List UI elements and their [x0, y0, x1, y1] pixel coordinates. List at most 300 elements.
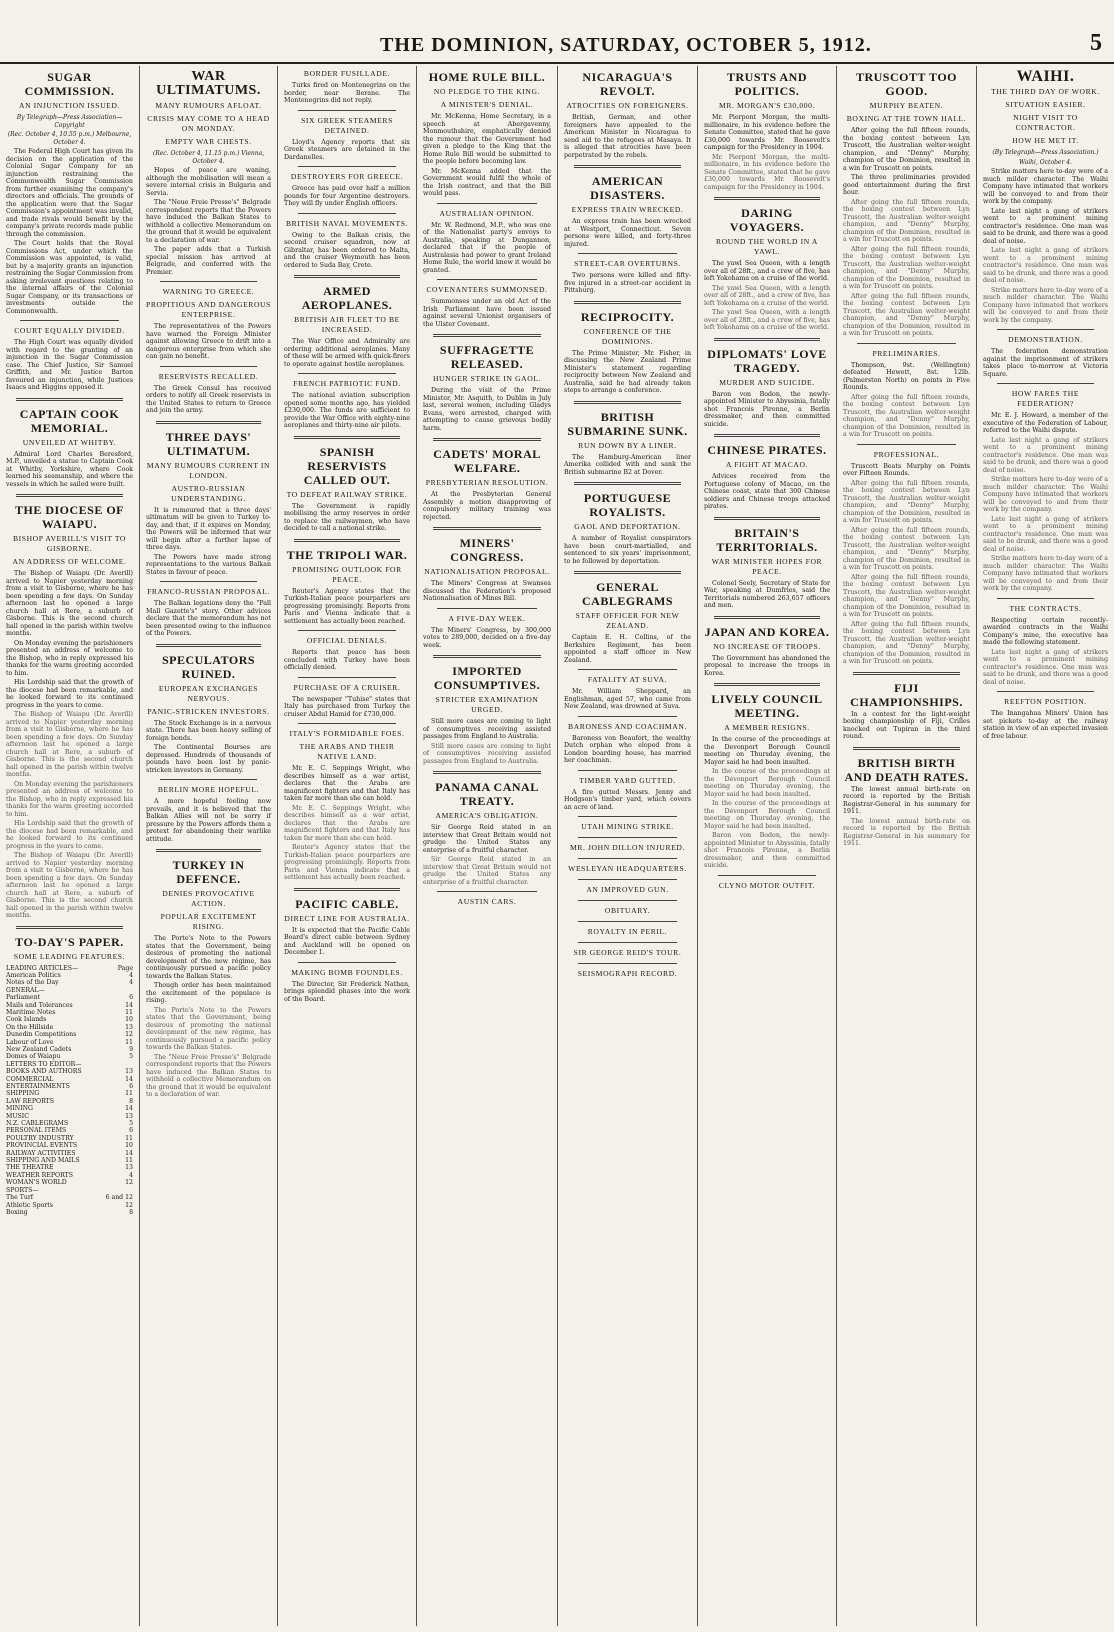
contents-item: On the Hillside — [6, 1023, 54, 1031]
three-days-sub: MANY RUMOURS CURRENT IN LONDON. — [146, 460, 271, 480]
cadets-paragraph: At the Presbyterian General Assembly a motion disapproving of compulsory military training was rejected. — [423, 491, 551, 521]
birth-rates-heading: BRITISH BIRTH AND DEATH RATES. — [844, 755, 969, 784]
chinese-pirates-paragraph: Advices received from the Portuguese colony of Macao, on the Chinese coast, state that 300 Chinese soldiers and Chinese troops attacked pirates. — [704, 473, 830, 510]
sugar-credit: By Telegraph—Press Association—Copyright — [16, 114, 123, 129]
warning-greece-paragraph: The representatives of the Powers have warned the Foreign Minister against allowing Greece to drift into a dangerous enterprise from which she can gain no benefit. — [146, 323, 271, 360]
american-disasters-heading: AMERICAN DISASTERS. — [590, 174, 665, 202]
contents-page: 6 — [129, 1127, 133, 1135]
covenanters-heading: COVENANTERS SUMMONSED. — [426, 285, 548, 294]
contents-row — [6, 1113, 133, 1120]
contents-row — [6, 987, 133, 994]
contents-item: MUSIC — [6, 1112, 29, 1120]
formidable-foes-sub: THE ARABS AND THEIR NATIVE LAND. — [299, 742, 395, 761]
consumptives-paragraph-cont: Still more cases are coming to light of consumptives receiving assisted passages from England to Australia. — [423, 742, 551, 765]
column-4 — [417, 66, 558, 1626]
home-rule-paragraph-1: Mr. McKenna, Home Secretary, in a speech at Abergavenny, Monmouthshire, emphatically denied the rumour that the Government had given a pledge to the King that the Home Rule Bill would be submitted to the people before becoming law. — [423, 113, 551, 165]
nicaragua-heading: NICARAGUA'S REVOLT. — [582, 70, 673, 98]
official-denials-paragraph: Reports that peace has been concluded with Turkey have been officially denied. — [284, 649, 410, 671]
todays-paper-heading: TO-DAY'S PAPER. — [15, 934, 124, 949]
speculators-sub: EUROPEAN EXCHANGES NERVOUS. — [158, 683, 259, 703]
chinese-pirates-sub: A FIGHT AT MACAO. — [725, 460, 809, 469]
contents-list — [6, 965, 133, 1217]
truscott-heading: TRUSCOTT TOO GOOD. — [855, 70, 958, 98]
contents-row — [6, 1120, 133, 1127]
consumptives-paragraph: Still more cases are coming to light of consumptives receiving assisted passages from England to Australia. — [423, 718, 551, 740]
warning-greece-sub: PROPITIOUS AND DANGEROUS ENTERPRISE. — [146, 300, 271, 319]
turkey-defence-paragraph-2: Though order has been maintained the excitement of the populace is rising. — [146, 982, 271, 1004]
contents-row — [6, 1002, 133, 1009]
destroyers-paragraph: Greece has paid over half a million pounds for four Argentine destroyers. They will fly under English officers. — [284, 185, 410, 207]
street-car-paragraph: Two persons were killed and fifty-five injured in a street-car accident in Pittsburg. — [564, 272, 691, 294]
war-ultimatums-dateline: (Rec. October 4, 11.15 p.m.) Vienna, October 4. — [152, 150, 265, 165]
contents-page: 6 — [129, 994, 133, 1002]
speculators-sub-2: PANIC-STRICKEN INVESTORS. — [147, 706, 270, 716]
suffragette-sub: HUNGER STRIKE IN GAOL. — [432, 374, 542, 383]
waiapu-paragraph-1-cont2: The Bishop of Waiapu (Dr. Averill) arrived to Napier yesterday morning from a visit to Gisborne, where he has been spending a few days. On Sunday afternoon last he opened a large church hall at Rere, a suburb of Gisborne. This is the second church hall opened in the parish within twelve months. — [6, 852, 133, 919]
contents-item: MINING — [6, 1105, 33, 1113]
contents-row — [6, 1046, 133, 1053]
three-days-paragraph-2: The Powers have made strong representations to the various Balkan States in favour of peace. — [146, 553, 271, 576]
submarine-sub: RUN DOWN BY A LINER. — [578, 440, 677, 450]
sugar-dateline: (Rec. October 4, 10.55 p.m.) Melbourne, October 4. — [7, 131, 132, 146]
warning-greece-heading: WARNING TO GREECE. — [162, 287, 255, 296]
contents-page: 10 — [125, 1016, 133, 1024]
official-denials-heading: OFFICIAL DENIALS. — [306, 636, 388, 645]
baroness-paragraph: Baroness von Beaufort, the wealthy Dutch orphan who eloped from a London boarding house, has married her coachman. — [564, 734, 691, 764]
armed-aeroplanes-paragraph: The War Office and Admiralty are ordering additional aeroplanes. Many of these will be armed with quick-firers to operate against hostile aeroplanes. — [284, 338, 410, 368]
war-ultimatums-paragraph-1: Hopes of peace are waning, although the mobilisation will mean a severe internal crisis in Bulgaria and Servia. — [146, 167, 271, 197]
contents-item: Dunedin Competitions — [6, 1031, 77, 1039]
contents-page: 12 — [125, 1179, 133, 1187]
reciprocity-heading: RECIPROCITY. — [580, 309, 675, 324]
diplomats-sub: MURDER AND SUICIDE. — [719, 377, 815, 387]
waihi-sub-3: NIGHT VISIT TO CONTRACTOR. — [1013, 113, 1078, 132]
pacific-cable-heading: PACIFIC CABLE. — [295, 896, 399, 911]
contents-item: Boxing — [6, 1208, 28, 1216]
contents-page: 4 — [129, 979, 133, 987]
waihi-sub-2: SITUATION EASIER. — [1005, 100, 1086, 109]
turkey-defence-sub: DENIES PROVOCATIVE ACTION. — [162, 889, 255, 908]
waiapu-paragraph-2: On Monday evening the parishioners presented an address of welcome to the Bishop, who in reply expressed his thanks for the warm greeting accorded to him. — [6, 639, 133, 677]
waihi-paragraph-cont2: Strike matters here to-day were of a much milder character. The Waihi Company have intimated that workers will be conveyed to and from their work by the company. — [983, 286, 1108, 324]
bomb-heading: MAKING BOMB FOUNDLES. — [291, 967, 403, 977]
reservists-heading: RESERVISTS RECALLED. — [158, 371, 259, 381]
contents-row — [6, 1031, 133, 1038]
pacific-cable-paragraph: It is expected that the Pacific Cable Board's direct cable between Sydney and Auckland will be opened on December 1. — [284, 926, 410, 956]
war-ultimatums-sub-1: MANY RUMOURS AFLOAT. — [155, 101, 262, 110]
contents-page: 14 — [125, 1001, 133, 1009]
contents-item: LEADING ARTICLES— — [6, 964, 79, 972]
panama-paragraph-cont: Sir George Reid stated in an interview that Great Britain would not grudge the United States any enterprise of a fruitful character. — [423, 856, 551, 886]
contents-item: WEATHER REPORTS — [6, 1171, 73, 1179]
federation-paragraph-cont2: Strike matters here to-day were of a much milder character. The Waihi Company have intimated that workers will be conveyed to and from their work by the company. — [983, 476, 1108, 513]
contents-item: Notes of the Day — [6, 979, 59, 987]
professional-paragraph-cont2: After going the full fifteen rounds, the boxing contest between Lyn Truscott, the Australian welter-weight champion, and "Denny" Murphy, champion of the Dominion, resulted in a win for Truscott on points. — [843, 526, 970, 571]
contents-row — [6, 1039, 133, 1046]
spanish-reservists-sub: TO DEFEAT RAILWAY STRIKE. — [286, 489, 408, 499]
contents-page: 11 — [125, 1134, 133, 1142]
contents-item: LETTERS TO EDITOR— — [6, 1060, 82, 1068]
waiapu-subheading-2: AN ADDRESS OF WELCOME. — [12, 557, 127, 566]
miners-congress-paragraph: The Miners' Congress at Swansea discussed the Federation's proposed Nationalisation of Mines Bill. — [423, 580, 551, 602]
voyagers-heading: DARING VOYAGERS. — [729, 206, 805, 234]
professional-heading: PROFESSIONAL. — [873, 449, 940, 459]
contents-row — [6, 1209, 133, 1216]
contents-item: Athletic Sports — [6, 1201, 53, 1209]
contents-row — [6, 1127, 133, 1134]
war-ultimatums-sub-2: CRISIS MAY COME TO A HEAD ON MONDAY. — [147, 114, 270, 133]
formidable-foes-heading: ITALY'S FORMIDABLE FOES. — [289, 729, 405, 738]
contents-item: GENERAL— — [6, 986, 45, 994]
sugar-subheading: AN INJUNCTION ISSUED. — [19, 101, 120, 110]
waihi-paragraph-2: Late last night a gang of strikers went to a prominent mining contractor's residence. One man was said to be drunk, and there was a good deal of noise. — [983, 207, 1108, 245]
panama-sub: AMERICA'S OBLIGATION. — [435, 811, 539, 820]
turkey-defence-paragraph-cont2: The "Neue Freie Presse's" Belgrade correspondent reports that the Powers have induced the Balkan States to withhold a collective Memorandum on the ground that it would be equivalent to a declaration of war. — [146, 1053, 271, 1098]
contents-row — [6, 994, 133, 1001]
timber-yard-paragraph: A fire gutted Messrs. Jenny and Hodgson's timber yard, which covers an acre of land. — [564, 788, 691, 811]
turkey-defence-sub-2: POPULAR EXCITEMENT RISING. — [160, 912, 257, 931]
contents-item: POULTRY INDUSTRY — [6, 1134, 74, 1142]
reciprocity-paragraph: The Prime Minister, Mr. Fisher, in discussing the New Zealand Prime Minister's statement regarding reciprocity between New Zealand and Australia, said he had already taken steps to arrange a conference. — [564, 349, 691, 394]
turkey-defence-paragraph-cont: The Porte's Note to the Powers states that the Government, being desirous of promoting the national development of the new régime, has continuously pursued a pacific policy towards the Balkan States. — [146, 1006, 271, 1051]
birth-rates-paragraph: The lowest annual birth-rate on record is reported by the British Registrar-General in his summary for 1911. — [843, 785, 970, 815]
reid-tour-heading: SIR GEORGE REID'S TOUR. — [573, 948, 682, 957]
franco-russian-heading: FRANCO-RUSSIAN PROPOSAL. — [147, 587, 270, 596]
contents-item: Mails and Tolerances — [6, 1001, 73, 1009]
wesleyan-heading: WESLEYAN HEADQUARTERS. — [568, 864, 687, 873]
contents-item: LAW REPORTS — [6, 1097, 54, 1105]
professional-paragraph-cont4: After going the full fifteen rounds, the boxing contest between Lyn Truscott, the Australian welter-weight champion, and "Denny" Murphy, champion of the Dominion, resulted in a win for Truscott on points. — [843, 620, 970, 665]
berlin-heading: BERLIN MORE HOPEFUL. — [157, 785, 260, 794]
five-day-week-paragraph: The Miners' Congress, by 300,000 votes to 289,000, decided on a five-day week. — [423, 626, 551, 649]
council-meeting-paragraph-cont: In the course of the proceedings at the Devonport Borough Council meeting on Thursday evening, the Mayor said he had been insulted. — [704, 768, 830, 798]
contents-row — [6, 1172, 133, 1179]
contents-item: RAILWAY ACTIVITIES — [6, 1149, 76, 1157]
waihi-sub-4: HOW HE MET IT. — [1012, 136, 1079, 145]
reefton-heading: REEFTON POSITION. — [1004, 697, 1087, 706]
preliminaries-paragraph: Thompson, 9st. (Wellington) defeated Hewett, 8st. 12lb. (Palmerston North) on points in Five Rounds. — [843, 361, 970, 391]
improved-gun-heading: AN IMPROVED GUN. — [586, 885, 669, 894]
contents-row — [6, 1179, 133, 1186]
french-fund-paragraph: The national aviation subscription opened some months ago, has yielded £230,000. The funds are sufficient to provide the War Office with eighty-nine aeroplanes and thirty-nine air pilots. — [284, 392, 410, 429]
speculators-paragraph-1: The Stock Exchange is in a nervous state. There has been heavy selling of foreign bonds. — [146, 719, 271, 742]
demonstration-paragraph: The federation demonstration against the imprisonment of strikers takes place to-morrow at Victoria Square. — [983, 348, 1108, 378]
contents-page: Page — [117, 964, 133, 972]
nicaragua-paragraph: British, German, and other foreigners have appealed to the American Minister in Nicaragua to send aid to the refugees at Masaya. It is alleged that atrocities have been perpetrated by the rebels. — [564, 114, 691, 159]
council-meeting-paragraph-cont2: In the course of the proceedings at the Devonport Borough Council meeting on Thursday evening, the Mayor said he had been insulted. — [704, 800, 830, 830]
speculators-paragraph-2: The Continental Bourses are depressed. Hundreds of thousands of pounds have been lost by panic-stricken investors in Germany. — [146, 744, 271, 774]
staff-officer-heading: STAFF OFFICER FOR NEW ZEALAND. — [575, 611, 680, 630]
contents-item: BOOKS AND AUTHORS — [6, 1068, 82, 1076]
australian-opinion-heading: AUSTRALIAN OPINION. — [439, 208, 535, 218]
reciprocity-sub: CONFERENCE OF THE DOMINIONS. — [583, 326, 672, 346]
contents-row — [6, 1024, 133, 1031]
contents-row — [6, 1098, 133, 1105]
federation-paragraph-cont: Late last night a gang of strikers went to a prominent mining contractor's residence. One man was said to be drunk, and there was a good deal of noise. — [983, 436, 1108, 474]
contents-page: 6 — [129, 1083, 133, 1090]
truscott-paragraph-2: The three preliminaries provided good entertainment during the first hour. — [843, 174, 970, 196]
birth-rates-paragraph-cont: The lowest annual birth-rate on record is reported by the British Registrar-General in his summary for 1911. — [843, 817, 970, 847]
tripoli-war-paragraph: Reuter's Agency states that the Turkish-Italian peace pourparlers are progressing promisingly. Reports from Paris and Vienna indicate that a settlement has actually been reached. — [284, 587, 410, 625]
contents-item: SHIPPING — [6, 1090, 40, 1098]
contents-page: 11 — [125, 1090, 133, 1098]
contents-page: 13 — [125, 1068, 133, 1076]
contents-row — [6, 1150, 133, 1157]
council-meeting-heading: LIVELY COUNCIL MEETING. — [711, 692, 823, 720]
home-rule-sub-2: A MINISTER'S DENIAL. — [440, 100, 534, 109]
waihi-paragraph-1: Strike matters here to-day were of a much milder character. The Waihi Company have intimated that workers will be conveyed to and from their work by the company. — [983, 168, 1108, 205]
contents-item: Parliament — [6, 994, 41, 1002]
contents-row — [6, 1076, 133, 1083]
diplomats-paragraph: Baron von Bodon, the newly-appointed Minister to Abyssinia, fatally shot Francois Pirenne, a Berlin dressmaker, and then committed suicide. — [704, 390, 830, 428]
voyagers-sub: ROUND THE WORLD IN A YAWL. — [716, 237, 818, 256]
spanish-reservists-paragraph: The Government is rapidly mobilising the army reserves in order to replace the railwaymen, who have decided to call a national strike. — [284, 502, 410, 532]
american-disasters-sub: EXPRESS TRAIN WRECKED. — [571, 205, 684, 214]
todays-paper-subheading: SOME LEADING FEATURES. — [13, 951, 126, 961]
three-days-sub-2: AUSTRO-RUSSIAN UNDERSTANDING. — [171, 483, 246, 503]
war-ultimatums-heading: WAR ULTIMATUMS. — [156, 69, 261, 98]
utah-heading: UTAH MINING STRIKE. — [581, 822, 674, 831]
masthead-title: THE DOMINION, SATURDAY, OCTOBER 5, 1912. — [380, 34, 872, 56]
portuguese-royalists-sub: GAOL AND DEPORTATION. — [574, 522, 681, 531]
professional-paragraph: Truscott Beats Murphy on Points over Fifteen Rounds. — [843, 462, 970, 477]
contents-page: 11 — [125, 1008, 133, 1016]
contents-row — [6, 1202, 133, 1209]
contents-row — [6, 1157, 133, 1164]
voyagers-paragraph-cont2: The yawl Sea Queen, with a length over all of 28ft., and a crew of five, has left Yokohama on a cruise of the world. — [704, 309, 830, 331]
formidable-foes-paragraph: Mr. E. C. Seppings Wright, who describes himself as a war artist, declares that the Arabs are magnificent fighters and that Italy has taken far more than she can hold. — [284, 765, 410, 802]
contents-page: 14 — [125, 1075, 133, 1083]
turkey-defence-paragraph-1: The Porte's Note to the Powers states that the Government, being desirous of promoting the national development of the new régime, has continuously pursued a pacific policy towards the Balkan States. — [146, 935, 271, 980]
portuguese-royalists-paragraph: A number of Royalist conspirators have been court-martialled, and sentenced to six years' imprisonment, to be followed by deportation. — [564, 535, 691, 565]
waiapu-paragraph-3: His Lordship said that the growth of the diocese had been remarkable, and he looked forward to its continued progress in the years to come. — [6, 679, 133, 709]
truscott-paragraph-cont3: After going the full fifteen rounds, the boxing contest between Lyn Truscott, the Australian welter-weight champion, and "Denny" Murphy, champion of the Dominion, resulted in a win for Truscott on points. — [843, 292, 970, 337]
contents-page: 11 — [125, 1157, 133, 1165]
contracts-paragraph: Respecting certain recently-awarded contracts in the Waihi Company's mine, the executive has made the following statement. — [983, 616, 1108, 646]
consumptives-sub: STRICTER EXAMINATION URGED. — [435, 695, 539, 714]
speculators-heading: SPECULATORS RUINED. — [161, 652, 256, 681]
seismograph-heading: SEISMOGRAPH RECORD. — [577, 969, 678, 978]
contents-item: Maritime Notes — [6, 1008, 56, 1016]
truscott-paragraph-1: After going the full fifteen rounds, the boxing contest between Lyn Truscott, the Australian welter-weight champion, and "Denny" Murphy, champion of the Dominion, resulted in a win for Truscott on points. — [843, 127, 970, 172]
waiapu-paragraph-1-cont: The Bishop of Waiapu (Dr. Averill) arrived to Napier yesterday morning from a visit to Gisborne, where he has been spending a few days. On Sunday afternoon last he opened a large church hall at Rere, a suburb of Gisborne. This is the second church hall opened in the parish within twelve months. — [6, 711, 133, 778]
waihi-dateline: Waihi, October 4. — [1019, 158, 1072, 166]
contents-row — [6, 1090, 133, 1097]
contents-item: PROVINCIAL EVENTS — [6, 1142, 78, 1150]
cadets-heading: CADETS' MORAL WELFARE. — [433, 447, 541, 475]
column-7 — [837, 66, 977, 1626]
federation-heading: HOW FARES THE FEDERATION? — [1011, 389, 1080, 408]
preliminaries-heading: PRELIMINARIES. — [872, 348, 941, 358]
cadets-sub: PRESBYTERIAN RESOLUTION. — [425, 478, 549, 487]
trusts-sub: MR. MORGAN'S £30,000. — [718, 101, 816, 110]
waiapu-subheading: BISHOP AVERILL'S VISIT TO GISBORNE. — [12, 534, 127, 553]
sugar-commission-heading: SUGAR COMMISSION. — [24, 70, 115, 98]
contents-item: SPORTS— — [6, 1186, 39, 1194]
nicaragua-sub: ATROCITIES ON FOREIGNERS. — [566, 101, 689, 110]
submarine-paragraph: The Hamburg-American liner Amerika collided with and sank the British submarine B2 at Dover. — [564, 453, 691, 476]
contents-row — [6, 1083, 133, 1090]
column-2 — [140, 66, 278, 1626]
reservists-paragraph: The Greek Consul has received orders to notify all Greek reservists in the United States to return to Greece and join the army. — [146, 384, 271, 414]
border-fusillade-heading: BORDER FUSILLADE. — [303, 69, 391, 78]
austin-cars-advert: AUSTIN CARS. — [457, 897, 517, 906]
contents-page: 11 — [125, 1038, 133, 1046]
street-car-heading: STREET-CAR OVERTURNS. — [574, 259, 681, 268]
suva-paragraph: Mr. William Sheppard, an Englishman, aged 57, who came from New Zealand, was drowned at Suva. — [564, 688, 691, 710]
truscott-paragraph-cont2: After going the full fifteen rounds, the boxing contest between Lyn Truscott, the Australian welter-weight champion, and "Denny" Murphy, champion of the Dominion, resulted in a win for Truscott on points. — [843, 245, 970, 290]
contents-item: PERSONAL ITEMS — [6, 1127, 67, 1135]
tripoli-war-heading: THE TRIPOLI WAR. — [286, 547, 408, 562]
contents-item: SHIPPING AND MAILS — [6, 1157, 80, 1165]
contents-page: 12 — [125, 1201, 133, 1209]
column-6 — [698, 66, 837, 1626]
contents-item: American Politics — [6, 971, 61, 979]
federation-paragraph-cont3: Late last night a gang of strikers went to a prominent mining contractor's residence. One man was said to be drunk, and there was a good deal of noise. — [983, 515, 1108, 553]
council-meeting-paragraph: In the course of the proceedings at the Devonport Borough Council meeting on Thursday evening, the Mayor said he had been insulted. — [704, 736, 830, 766]
council-meeting-paragraph-cont3: Baron von Bodon, the newly-appointed Minister to Abyssinia, fatally shot Francois Pirenne, a Berlin dressmaker, and then committed suicide. — [704, 832, 830, 869]
contents-page: 6 and 12 — [105, 1194, 133, 1202]
waihi-sub-1: THE THIRD DAY OF WORK. — [991, 87, 1100, 96]
captain-cook-heading: CAPTAIN COOK MEMORIAL. — [19, 406, 120, 435]
five-day-week-heading: A FIVE-DAY WEEK. — [448, 613, 526, 623]
franco-russian-paragraph: The Balkan legations deny the "Pall Mall Gazette's" story. Other advices declare that the memorandum has not been presented owing to the influence of the Powers. — [146, 600, 271, 637]
cruiser-paragraph: The newspaper "Tuhise" states that Italy has purchased from Turkey the cruiser Abdul Hamid for £730,000. — [284, 695, 410, 718]
formidable-foes-paragraph-cont: Mr. E. C. Seppings Wright, who describes himself as a war artist, declares that the Arabs are magnificent fighters and that Italy has taken far more than she can hold. — [284, 804, 410, 842]
contents-page: 5 — [129, 1053, 133, 1061]
contents-row — [6, 1016, 133, 1023]
clyno-advert: CLYNO MOTOR OUTFIT. — [718, 880, 816, 890]
obituary-heading: OBITUARY. — [604, 906, 651, 915]
waihi-paragraph-cont: Late last night a gang of strikers went to a prominent mining contractor's residence. One man was said to be drunk, and there was a good deal of noise. — [983, 247, 1108, 284]
contents-item: New Zealand Cadets — [6, 1045, 72, 1053]
truscott-sub-2: BOXING AT THE TOWN HALL. — [846, 114, 967, 123]
captain-cook-subheading: UNVEILED AT WHITBY. — [22, 437, 117, 447]
staff-officer-paragraph: Captain E. H. Collins, of the Berkshire Regiment, has been appointed a staff officer in New Zealand. — [564, 634, 691, 664]
territorials-paragraph: Colonel Seely, Secretary of State for War, speaking at Dumfries, said the Territorials numbered 263,657 officers and men. — [704, 579, 830, 609]
trusts-paragraph-cont: Mr. Pierpont Morgan, the multi-millionaire, in his evidence before the Senate Committee, stated that he gave £30,000 towards Mr. Roosevelt's campaign for the Presidency in 1904. — [704, 153, 830, 191]
contents-row — [6, 965, 133, 972]
three-days-heading: THREE DAYS' ULTIMATUM. — [165, 429, 252, 458]
home-rule-paragraph-2: Mr. McKenna added that the Government would fulfil the whole of the Irish contract, and that the Bill would pass. — [423, 167, 551, 197]
general-cablegrams-heading: GENERAL CABLEGRAMS — [581, 580, 673, 608]
professional-paragraph-cont3: After going the full fifteen rounds, the boxing contest between Lyn Truscott, the Australian welter-weight champion, and "Denny" Murphy, champion of the Dominion, resulted in a win for Truscott on points. — [843, 573, 970, 618]
greek-steamers-heading: SIX GREEK STEAMERS DETAINED. — [301, 115, 393, 135]
contents-page: 10 — [125, 1142, 133, 1150]
naval-movements-paragraph: Owing to the Balkan crisis, the second cruiser squadron, now at Gibraltar, has been ordered to Malta, and the cruiser Weymouth has been ordered to Suda Bay, Crete. — [284, 231, 410, 269]
cruiser-heading: PURCHASE OF A CRUISER. — [293, 682, 401, 692]
contracts-paragraph-cont: Late last night a gang of strikers went to a prominent mining contractor's residence. One man was said to be drunk, and there was a good deal of noise. — [983, 648, 1108, 686]
masthead — [0, 0, 1114, 64]
column-1 — [0, 66, 140, 1626]
contents-row — [6, 1068, 133, 1075]
armed-aeroplanes-sub: BRITISH AIR FLEET TO BE INCREASED. — [294, 315, 400, 334]
contents-item: THE THEATRE — [6, 1164, 54, 1172]
waiapu-heading: THE DIOCESE OF WAIAPU. — [14, 503, 125, 531]
miners-congress-sub: NATIONALISATION PROPOSAL. — [424, 567, 550, 576]
consumptives-heading: IMPORTED CONSUMPTIVES. — [433, 664, 541, 692]
page-number: 5 — [1090, 30, 1102, 56]
french-fund-heading: FRENCH PATRIOTIC FUND. — [293, 379, 401, 388]
contents-item: Cook Islands — [6, 1016, 47, 1024]
panama-heading: PANAMA CANAL TREATY. — [435, 780, 539, 808]
contents-item: ENTERTAINMENTS — [6, 1083, 70, 1090]
royalty-heading: ROYALTY IN PERIL. — [587, 927, 668, 936]
spanish-reservists-heading: SPANISH RESERVISTS CALLED OUT. — [303, 444, 391, 487]
federation-paragraph-cont4: Strike matters here to-day were of a much milder character. The Waihi Company have intimated that workers will be conveyed to and from their work by the company. — [983, 555, 1108, 592]
contents-row — [6, 1105, 133, 1112]
contents-item: Labour of Love — [6, 1038, 54, 1046]
diplomats-heading: DIPLOMATS' LOVE TRAGEDY. — [707, 346, 827, 375]
home-rule-sub: NO PLEDGE TO THE KING. — [433, 87, 541, 96]
berlin-paragraph: A more hopeful feeling now prevails, and it is believed that the Balkan Allies will not be sorry if pressure by the Powers affords them a pretext for abandoning their warlike attitude. — [146, 798, 271, 843]
three-days-paragraph-1: It is rumoured that a three days' ultimatum will be given to Turkey to-day, and that, if it expires on Monday, the Powers will be informed that war will begin after a further lapse of three days. — [146, 506, 271, 551]
suffragette-heading: SUFFRAGETTE RELEASED. — [439, 343, 535, 371]
court-paragraph: The High Court was equally divided with regard to the granting of an injunction in the Sugar Commission case. The Chief Justice, Sir Samuel Griffith, and Mr. Justice Barton favoured an injunction, while Justices Isaacs and Higgins opposed it. — [6, 339, 133, 391]
truscott-sub: MURPHY BEATEN. — [869, 101, 944, 110]
formidable-foes-paragraph-cont2: Reuter's Agency states that the Turkish-Italian peace pourparlers are progressing promisingly. Reports from Paris and Vienna indicate that a settlement has actually been reached. — [284, 844, 410, 881]
armed-aeroplanes-heading: ARMED AEROPLANES. — [301, 284, 393, 312]
contents-item: Domes of Waiapu — [6, 1053, 61, 1061]
contents-page: 8 — [129, 1097, 133, 1105]
contents-page: 13 — [125, 1023, 133, 1031]
timber-yard-heading: TIMBER YARD GUTTED. — [579, 775, 676, 785]
voyagers-paragraph-cont: The yawl Sea Queen, with a length over all of 28ft., and a crew of five, has left Yokohama on a cruise of the world. — [704, 284, 830, 307]
naval-movements-heading: BRITISH NAVAL MOVEMENTS. — [285, 218, 409, 228]
war-ultimatums-sub-3: EMPTY WAR CHESTS. — [165, 137, 252, 146]
baroness-heading: BARONESS AND COACHMAN. — [568, 721, 687, 731]
contents-row — [6, 1164, 133, 1171]
contents-item: N.Z. CABLEGRAMS — [6, 1120, 69, 1128]
waiapu-paragraph-3-cont: His Lordship said that the growth of the diocese had been remarkable, and he looked forward to its continued progress in the years to come. — [6, 820, 133, 850]
contents-row — [6, 1053, 133, 1060]
reefton-paragraph: The Inangahua Miners' Union has set pickets to-day at the railway station in view of an expected invasion of free labour. — [983, 710, 1108, 740]
american-disasters-paragraph: An express train has been wrecked at Westport, Connecticut. Seven persons were killed, and forty-three injured. — [564, 218, 691, 248]
contents-row — [6, 972, 133, 979]
contents-row — [6, 1187, 133, 1194]
contents-item: WOMAN'S WORLD — [6, 1179, 67, 1187]
waihi-credit: (By Telegraph—Press Association.) — [992, 149, 1099, 156]
greek-steamers-paragraph: Lloyd's Agency reports that six Greek steamers are detained in the Dardanelles. — [284, 138, 410, 161]
portuguese-royalists-heading: PORTUGUESE ROYALISTS. — [583, 491, 672, 519]
suffragette-paragraph: During the visit of the Prime Minister, Mr. Asquith, to Dublin in July last, several women, including Gladys Evans, were arrested, charged with attempting to cause grievous bodily harm. — [423, 387, 551, 432]
pacific-cable-sub: DIRECT LINE FOR AUSTRALIA. — [284, 913, 410, 923]
contents-row — [6, 1194, 133, 1201]
sugar-paragraph-1: The Federal High Court has given its decision on the application of the Colonial Sugar Company for an injunction restraining the Commonwealth Sugar Commission from further examining the company's directors and officials. The grounds of the application were that the Sugar Commission's appointment was invalid, and trade rivals would benefit by the company's private records made public through the commission. — [6, 148, 133, 238]
professional-paragraph-cont: After going the full fifteen rounds, the boxing contest between Lyn Truscott, the Australian welter-weight champion, and "Denny" Murphy, champion of the Dominion, resulted in a win for Truscott on points. — [843, 479, 970, 524]
contents-row — [6, 979, 133, 986]
fiji-paragraph: In a contest for the light-weight boxing championship of Fiji, Crilles knocked out Tupiran in the third round. — [843, 710, 970, 740]
australian-opinion-paragraph: Mr. W. Redmond, M.P., who was one of the Nationalist party's envoys to Australia, speaking at Dungannon, declared that if the people of Australasia had power to grant Ireland Home Rule, the world knew it would be granted. — [423, 221, 551, 274]
contents-page: 12 — [125, 1031, 133, 1039]
contents-page: 13 — [125, 1164, 133, 1172]
dillon-heading: MR. JOHN DILLON INJURED. — [569, 843, 685, 852]
suva-heading: FATALITY AT SUVA. — [587, 675, 668, 684]
court-divided-heading: COURT EQUALLY DIVIDED. — [14, 326, 125, 335]
contents-row — [6, 1142, 133, 1149]
contents-row — [6, 1135, 133, 1142]
waiapu-paragraph-2-cont: On Monday evening the parishioners presented an address of welcome to the Bishop, who in reply expressed his thanks for the warm greeting accorded to him. — [6, 780, 133, 818]
contents-page: 5 — [129, 1120, 133, 1128]
bomb-paragraph: The Director, Sir Frederick Nathan, brings splendid phases into the work of the Board. — [284, 980, 410, 1003]
turkey-defence-heading: TURKEY IN DEFENCE. — [172, 858, 245, 886]
truscott-paragraph-cont: After going the full fifteen rounds, the boxing contest between Lyn Truscott, the Australian welter-weight champion, and "Denny" Murphy, champion of the Dominion, resulted in a win for Truscott on points. — [843, 198, 970, 243]
destroyers-heading: DESTROYERS FOR GREECE. — [290, 172, 404, 181]
japan-korea-paragraph: The Government has abandoned the proposal to increase the troops in Korea. — [704, 654, 830, 677]
territorials-heading: BRITAIN'S TERRITORIALS. — [716, 525, 818, 554]
contracts-heading: THE CONTRACTS. — [1009, 603, 1082, 613]
trusts-heading: TRUSTS AND POLITICS. — [726, 70, 808, 98]
